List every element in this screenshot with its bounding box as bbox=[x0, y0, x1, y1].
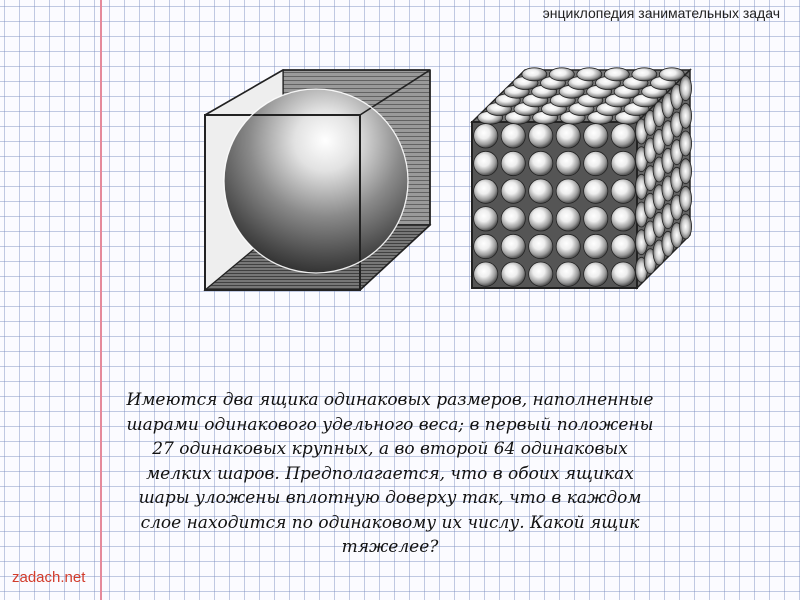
small-sphere bbox=[529, 207, 553, 231]
small-sphere bbox=[556, 234, 580, 258]
small-sphere bbox=[529, 124, 553, 148]
small-sphere bbox=[611, 124, 635, 148]
small-sphere bbox=[556, 151, 580, 175]
small-sphere bbox=[611, 151, 635, 175]
small-sphere bbox=[556, 179, 580, 203]
small-sphere bbox=[474, 124, 498, 148]
small-sphere bbox=[680, 103, 692, 128]
small-sphere bbox=[611, 207, 635, 231]
small-sphere bbox=[604, 68, 629, 81]
small-sphere bbox=[584, 262, 608, 286]
small-sphere bbox=[529, 179, 553, 203]
small-sphere bbox=[680, 214, 692, 239]
small-sphere bbox=[584, 207, 608, 231]
small-sphere bbox=[529, 234, 553, 258]
small-sphere bbox=[584, 179, 608, 203]
small-sphere bbox=[549, 68, 574, 81]
small-sphere bbox=[584, 234, 608, 258]
small-sphere bbox=[680, 159, 692, 184]
small-sphere bbox=[501, 179, 525, 203]
small-sphere bbox=[501, 207, 525, 231]
small-sphere bbox=[680, 131, 692, 156]
small-sphere bbox=[501, 124, 525, 148]
small-sphere bbox=[584, 124, 608, 148]
small-sphere bbox=[659, 68, 684, 81]
small-sphere bbox=[529, 262, 553, 286]
small-sphere bbox=[680, 76, 692, 101]
problem-text: Имеются два ящика одинаковых размеров, наполненные шарами одинакового удельного веса; в первый положены 27 одинаковых крупных, а во второй 64 одинаковых мелких шаров. Предполагается, что в обоих ящиках шары уложены вплотную доверху так, что в каждом слое находится по одинаковому их числу. Какой ящик тяжелее? bbox=[126, 390, 654, 557]
small-sphere bbox=[611, 234, 635, 258]
small-sphere bbox=[611, 179, 635, 203]
small-sphere bbox=[474, 179, 498, 203]
small-sphere bbox=[611, 262, 635, 286]
small-sphere bbox=[522, 68, 547, 81]
small-sphere bbox=[474, 151, 498, 175]
small-sphere bbox=[501, 262, 525, 286]
small-sphere bbox=[577, 68, 602, 81]
box-small-spheres-icon bbox=[472, 68, 692, 288]
header-title: энциклопедия занимательных задач bbox=[542, 5, 780, 21]
small-sphere bbox=[584, 151, 608, 175]
small-sphere bbox=[501, 234, 525, 258]
small-sphere bbox=[501, 151, 525, 175]
small-sphere bbox=[556, 124, 580, 148]
small-sphere bbox=[556, 262, 580, 286]
small-sphere bbox=[556, 207, 580, 231]
small-sphere bbox=[632, 68, 657, 81]
small-sphere bbox=[474, 262, 498, 286]
small-sphere bbox=[474, 234, 498, 258]
small-sphere bbox=[680, 186, 692, 211]
box-large-spheres-icon bbox=[205, 70, 430, 290]
site-link[interactable]: zadach.net bbox=[12, 569, 86, 586]
small-sphere bbox=[529, 151, 553, 175]
small-sphere bbox=[474, 207, 498, 231]
